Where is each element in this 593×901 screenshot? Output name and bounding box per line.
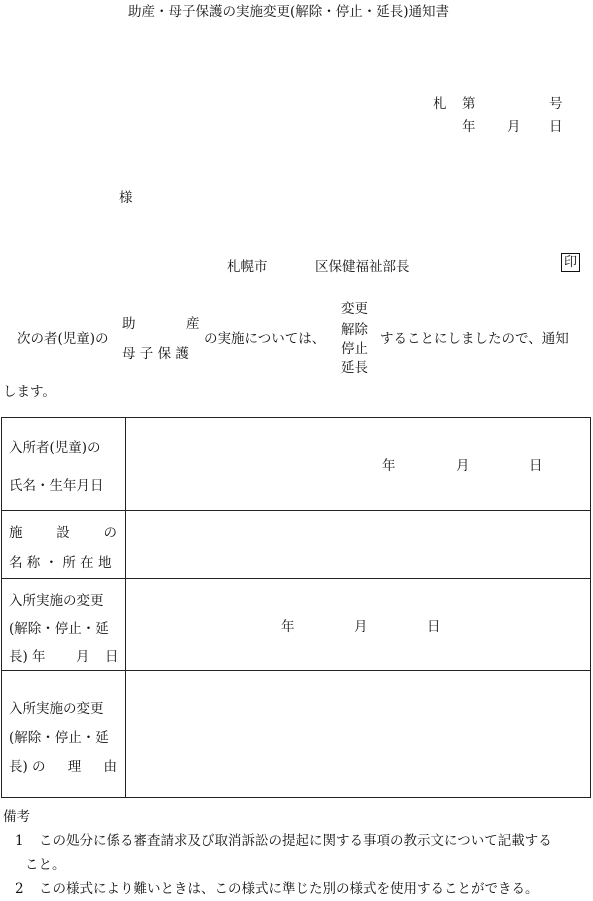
row2-label-line2: 名 称 ・ 所 在 地 (9, 555, 112, 571)
body-continuation: します。 (3, 384, 56, 400)
row1-day: 日 (529, 458, 543, 474)
row3-label-line1: 入所実施の変更 (9, 593, 104, 609)
label-cell (2, 671, 126, 798)
notes-section (3, 805, 591, 901)
issuer-city: 札幌市 (227, 259, 268, 275)
row4-seg-b: 理 (67, 759, 82, 775)
row4-label-line1: 入所実施の変更 (9, 701, 104, 717)
row1-year: 年 (382, 458, 396, 474)
change-date-value-cell[interactable] (126, 579, 591, 671)
date-day: 日 (549, 119, 563, 135)
addressee-suffix: 様 (119, 190, 133, 206)
doc-number-prefix: 札 (433, 96, 447, 112)
note-item-2 (3, 877, 591, 901)
document-title: 助産・母子保護の実施変更(解除・停止・延長)通知書 (128, 4, 450, 20)
body-subject: 次の者(児童)の (17, 331, 109, 347)
date-month: 月 (507, 119, 521, 135)
row2-char-setsu: 設 (56, 525, 70, 541)
row4-seg-c: 由 (103, 759, 117, 775)
child-info-value-cell[interactable] (126, 418, 591, 511)
row3-day: 日 (427, 619, 441, 635)
note-1-text: この処分に係る審査請求及び取消訴訟の提起に関する事項の教示文について記載する (39, 833, 552, 849)
row2-label-line1 (9, 521, 117, 541)
service-josan-2: 産 (186, 316, 200, 332)
info-table (1, 417, 591, 798)
note-item-1 (3, 829, 591, 853)
doc-number-dai: 第 (462, 96, 476, 112)
seal-stamp: 印 (561, 253, 580, 272)
service-josan-1: 助 (122, 316, 136, 332)
table-row-facility (2, 511, 591, 579)
row3-month: 月 (354, 619, 368, 635)
doc-number-go: 号 (549, 96, 563, 112)
option-enchou: 延長 (341, 360, 368, 376)
body-tail-text: することにしましたので、通知 (380, 331, 569, 347)
body-mid-text: の実施については、 (204, 331, 326, 347)
label-cell (2, 511, 126, 579)
row3-label-line3a: 長) 年 (9, 649, 46, 665)
label-cell (2, 418, 126, 511)
option-henkou: 変更 (341, 301, 368, 317)
notes-heading: 備考 (3, 809, 30, 825)
date-year: 年 (462, 119, 476, 135)
row3-label-line3b: 月 (76, 649, 90, 665)
table-row-change-date (2, 579, 591, 671)
note-1-continuation: こと。 (25, 857, 66, 873)
note-1-number: 1 (15, 833, 24, 849)
row1-label-line2: 氏名・生年月日 (9, 478, 104, 494)
issuer-title: 区保健福祉部長 (315, 259, 410, 275)
row3-label-line2: (解除・停止・延 (9, 621, 109, 637)
label-cell (2, 579, 126, 671)
row2-char-no: の (103, 525, 117, 541)
note-2-text: この様式により難いときは、この様式に準じた別の様式を使用することができる。 (39, 881, 539, 897)
note-item-1-cont (3, 853, 591, 877)
row3-year: 年 (281, 619, 295, 635)
facility-value-cell[interactable] (126, 511, 591, 579)
row1-label-line1: 入所者(児童)の (9, 440, 101, 456)
option-kaijo: 解除 (341, 322, 368, 338)
service-boshi-hogo: 母 子 保 護 (122, 346, 189, 362)
row4-seg-a: 長) の (9, 759, 46, 775)
row3-label-line3c: 日 (105, 649, 119, 665)
row2-char-shi: 施 (9, 525, 23, 541)
row4-label-line3 (9, 755, 117, 775)
reason-value-cell[interactable] (126, 671, 591, 798)
table-row-child-info (2, 418, 591, 511)
row4-label-line2: (解除・停止・延 (9, 730, 109, 746)
row1-month: 月 (456, 458, 470, 474)
note-2-number: 2 (15, 881, 24, 897)
table-row-reason (2, 671, 591, 798)
option-teishi: 停止 (341, 341, 368, 357)
